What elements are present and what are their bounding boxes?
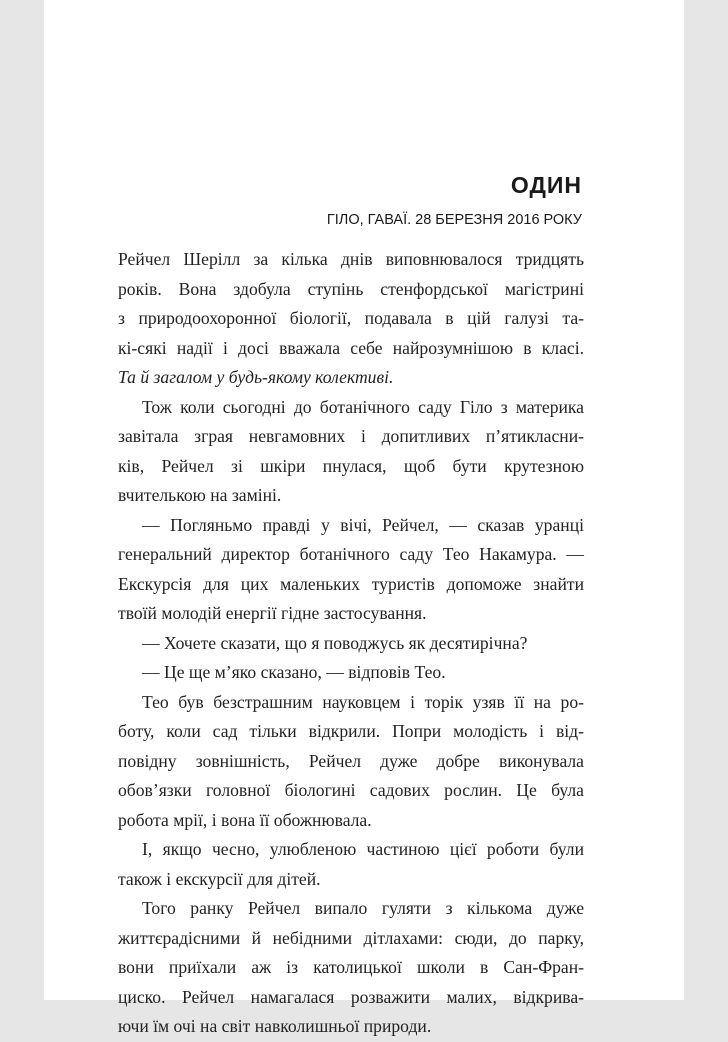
text-line: також і екскурсії для дітей. xyxy=(118,868,321,889)
text-line: Екскурсія для цих маленьких туристів допоможе знайти xyxy=(118,573,584,594)
chapter-dateline: ГІЛО, ГАВАЇ. 28 БЕРЕЗНЯ 2016 РОКУ xyxy=(326,212,582,228)
paragraph-5 xyxy=(118,658,584,688)
paragraph-6-cont xyxy=(118,717,584,835)
book-page xyxy=(44,0,684,1036)
text-line: боту, коли сад тільки відкрили. Попри молодість і від- xyxy=(118,721,584,741)
text-line: Тео був безстрашним науковцем і торік узяв її на ро- xyxy=(142,691,584,712)
text-line: — Це ще м’яко сказано, — відповів Тео. xyxy=(142,662,446,682)
paragraph-2 xyxy=(118,393,584,423)
text-line: Рейчел Шерілл за кілька днів виповнювалося тридцять xyxy=(118,249,584,269)
text-line: Тож коли сьогодні до ботанічного саду Гіло з материка xyxy=(142,396,584,417)
text-line: вони приїхали аж із католицької школи в Сан-Фран- xyxy=(118,957,584,977)
text-line: робота мрії, і вона її обожнювала. xyxy=(118,809,372,830)
text-line: кі-сякі надії і досі вважала себе найрозумнішою в класі. xyxy=(118,337,584,358)
text-line: циско. Рейчел намагалася розважити малих, відкрива- xyxy=(118,986,584,1007)
text-line: повідну зовнішність, Рейчел дуже добре виконувала xyxy=(118,750,584,771)
text-line: життєрадісними й небідними дітлахами: сюди, до парку, xyxy=(118,927,584,948)
text-line: ків, Рейчел зі шкіри пнулася, щоб бути крутезною xyxy=(118,455,584,476)
text-line: І, якщо чесно, улюбленою частиною цієї роботи були xyxy=(142,839,584,859)
paragraph-2-cont xyxy=(118,422,584,511)
paragraph-3-cont xyxy=(118,540,584,629)
body-text xyxy=(118,245,584,1042)
paragraph-7 xyxy=(118,835,584,865)
paragraph-8-cont xyxy=(118,924,584,1042)
text-line: Того ранку Рейчел випало гуляти з кількома дуже xyxy=(142,898,584,918)
text-line: — Хочете сказати, що я поводжусь як десятирічна? xyxy=(142,632,528,653)
italic-aside: Та й загалом у будь-якому колективі. xyxy=(118,367,394,387)
paragraph-4 xyxy=(118,629,584,659)
text-line: обов’язки головної біологині садових рослин. Це була xyxy=(118,780,584,800)
paragraph-3 xyxy=(118,511,584,541)
text-line: — Погляньмо правді у вічі, Рейчел, — сказав уранці xyxy=(142,514,584,535)
text-line: з природоохоронної біології, подавала в цій галузі та- xyxy=(118,308,584,328)
chapter-title: ОДИН xyxy=(510,172,582,198)
paragraph-1 xyxy=(118,245,584,393)
text-line: років. Вона здобула ступінь стенфордської магістрині xyxy=(118,278,584,299)
text-line-italic xyxy=(118,363,584,393)
paragraph-8 xyxy=(118,894,584,924)
paragraph-6 xyxy=(118,688,584,718)
paragraph-7-cont xyxy=(118,865,584,895)
text-line: завітала зграя невгамовних і допитливих п’ятикласни- xyxy=(118,426,584,446)
text-line: вчителькою на заміні. xyxy=(118,485,282,505)
text-line: генеральний директор ботанічного саду Тео Накамура. — xyxy=(118,544,584,564)
text-line: твоїй молодій енергії гідне застосування. xyxy=(118,603,427,623)
text-line: ючи їм очі на світ навколишньої природи. xyxy=(118,1016,432,1036)
